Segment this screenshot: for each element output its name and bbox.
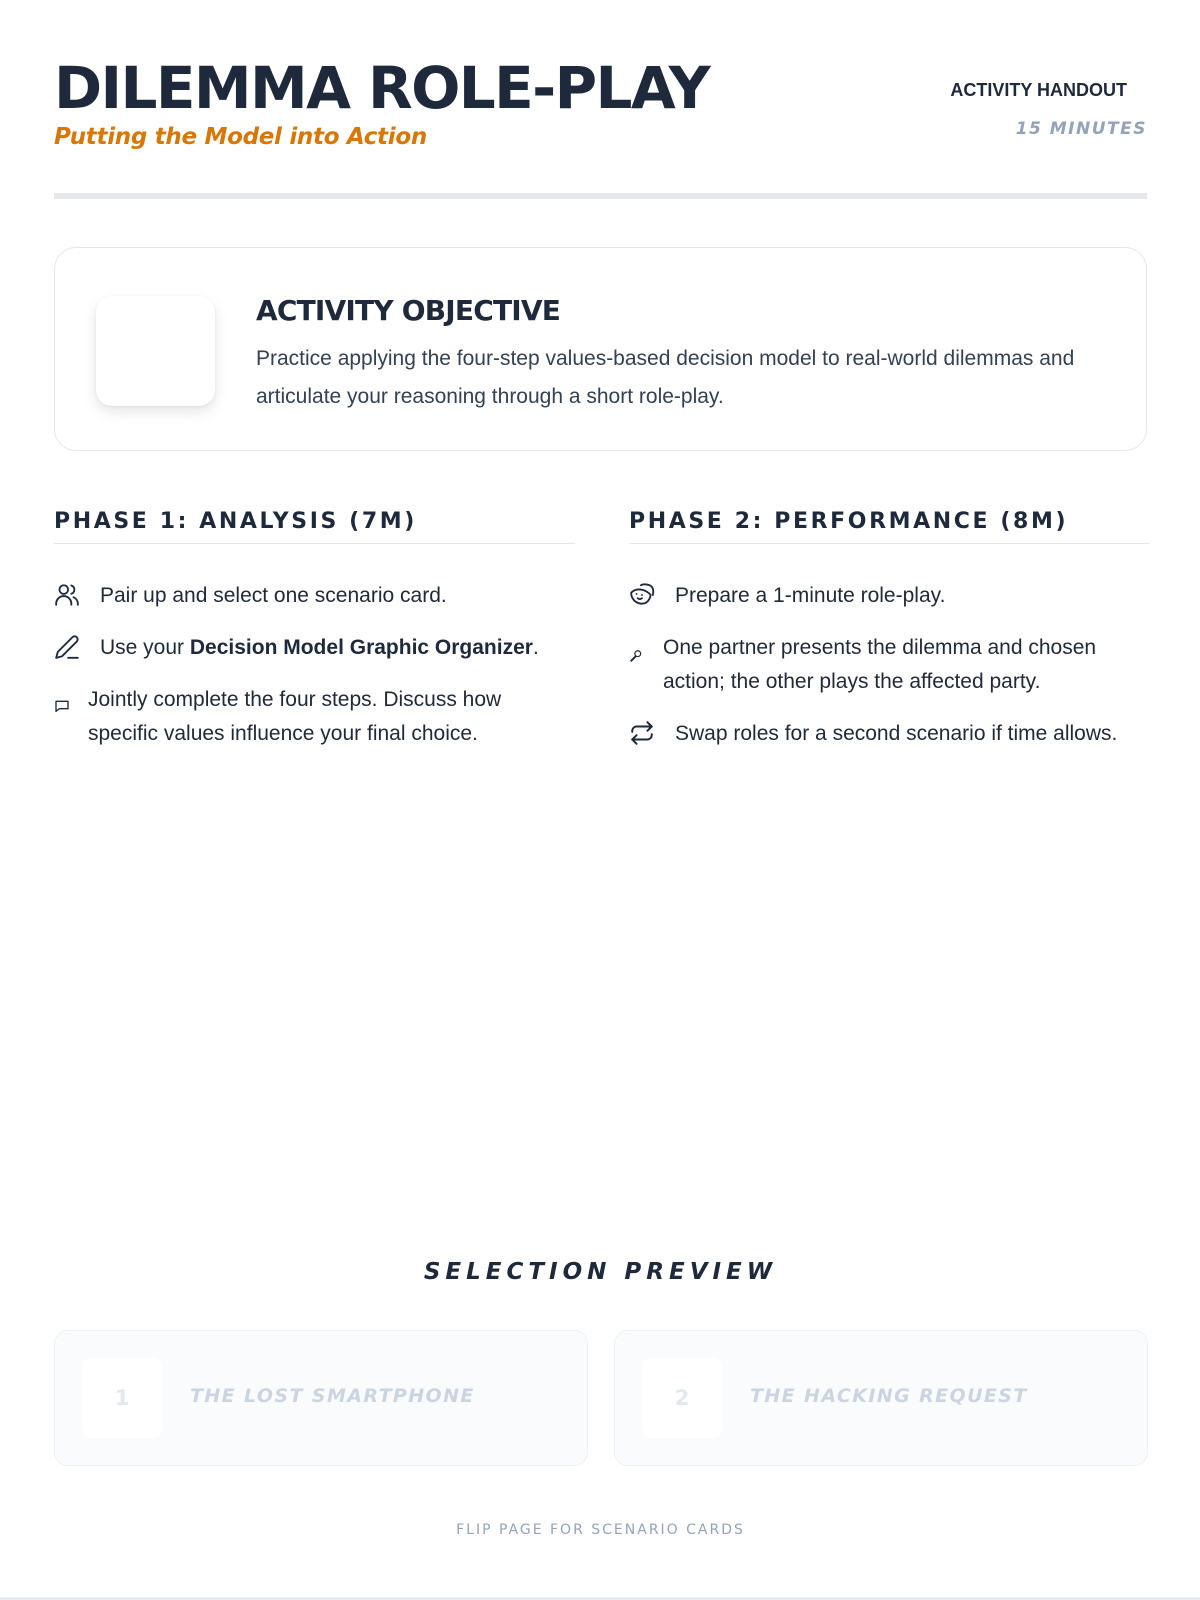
handout-page xyxy=(54,0,1147,1600)
step-text: Pair up and select one scenario card. xyxy=(100,584,447,607)
scenario-card-preview[interactable] xyxy=(614,1330,1148,1466)
step-text: One partner presents the dilemma and chosen action; the other plays the affected party. xyxy=(663,636,1097,693)
pen-icon xyxy=(54,634,80,671)
page-title: DILEMMA ROLE-PLAY xyxy=(54,54,710,122)
scenario-number: 2 xyxy=(642,1358,722,1438)
phase-2-title: PHASE 2: PERFORMANCE (8M) xyxy=(629,509,1150,544)
scenario-card-preview[interactable] xyxy=(54,1330,588,1466)
chat-icon xyxy=(54,691,70,725)
swap-icon xyxy=(629,720,655,757)
handout-label: ACTIVITY HANDOUT xyxy=(950,80,1127,100)
users-icon xyxy=(54,582,80,619)
organizer-name: Decision Model Graphic Organizer xyxy=(189,636,533,659)
microphone-icon xyxy=(629,640,643,674)
objective-text: Practice applying the four-step values-based decision model to real-world dilemmas and articulate your reasoning through a short role-play. xyxy=(256,347,1075,408)
selection-preview-title: SELECTION PREVIEW xyxy=(423,1259,778,1285)
objective-title: ACTIVITY OBJECTIVE xyxy=(256,294,561,327)
scenario-number: 1 xyxy=(82,1358,162,1438)
scenario-name: THE HACKING REQUEST xyxy=(750,1385,1028,1407)
duration-label: 15 MINUTES xyxy=(1015,119,1147,139)
phase-1-section xyxy=(54,509,575,544)
theater-masks-icon xyxy=(629,582,655,619)
phase-2-section xyxy=(629,509,1150,544)
page-header xyxy=(54,55,1147,199)
step-text: Use your Decision Model Graphic Organizer. xyxy=(100,636,539,659)
phase-1-title: PHASE 1: ANALYSIS (7M) xyxy=(54,509,575,544)
objective-icon-box xyxy=(96,296,215,406)
step-text: Swap roles for a second scenario if time allows. xyxy=(675,722,1118,745)
objective-card xyxy=(54,247,1147,451)
page-subtitle: Putting the Model into Action xyxy=(54,124,427,150)
step-text: Prepare a 1-minute role-play. xyxy=(675,584,946,607)
step-text: Jointly complete the four steps. Discuss how specific values influence your final choice. xyxy=(88,688,502,745)
footer-note: FLIP PAGE FOR SCENARIO CARDS xyxy=(456,1522,745,1538)
scenario-name: THE LOST SMARTPHONE xyxy=(190,1385,475,1407)
